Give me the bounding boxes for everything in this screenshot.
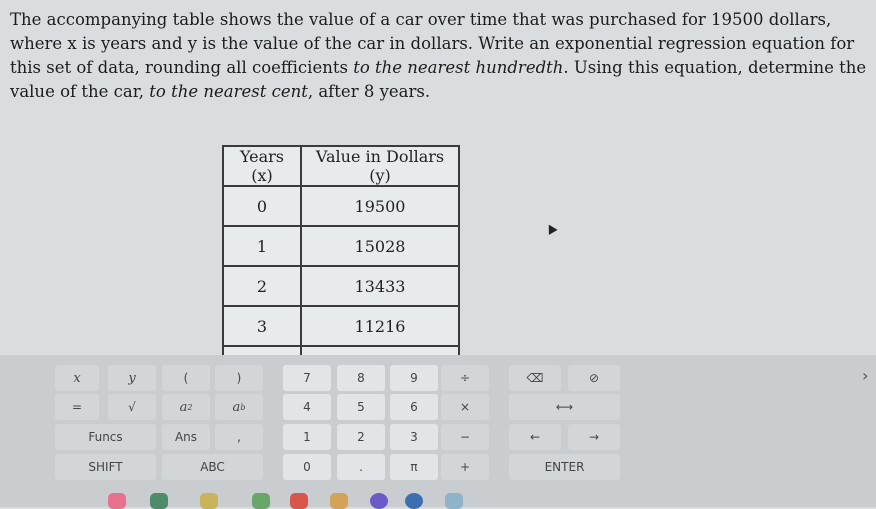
key-minus[interactable]: − xyxy=(441,424,489,450)
key-5[interactable]: 5 xyxy=(337,394,385,420)
question-part: The accompanying table shows the value of a car over time that was purchased for 19500 dollars, where x is years and y is the value of the car in dollars. Write an exponential regression equation for this set of data, rounding all coefficients xyxy=(10,10,855,77)
table-cell: 2 xyxy=(223,266,301,306)
table-cell: 1 xyxy=(223,226,301,266)
key-x[interactable]: x xyxy=(55,365,99,391)
key-y[interactable]: y xyxy=(108,365,156,391)
question-emphasis: to the nearest hundredth xyxy=(353,58,564,77)
table-row xyxy=(223,186,459,226)
clear-icon[interactable]: ⊘ xyxy=(568,365,620,391)
key-ans[interactable]: Ans xyxy=(162,424,210,450)
key-0[interactable]: 0 xyxy=(283,454,331,480)
key-comma[interactable]: , xyxy=(215,424,263,450)
table-header-years: Years (x) xyxy=(223,146,301,186)
key-4[interactable]: 4 xyxy=(283,394,331,420)
table-header-value: Value in Dollars (y) xyxy=(301,146,459,186)
key-equals[interactable]: = xyxy=(55,394,99,420)
key-decimal[interactable]: . xyxy=(337,454,385,480)
key-left-paren[interactable]: ( xyxy=(162,365,210,391)
key-multiply[interactable]: × xyxy=(441,394,489,420)
key-square[interactable] xyxy=(162,394,210,420)
enter-button[interactable]: ENTER xyxy=(509,454,620,480)
table-cell: 3 xyxy=(223,306,301,346)
table-cell: 19500 xyxy=(301,186,459,226)
table-cell: 15028 xyxy=(301,226,459,266)
question-text xyxy=(10,8,870,104)
key-pi[interactable]: π xyxy=(390,454,438,480)
table-row xyxy=(223,306,459,346)
key-power[interactable] xyxy=(215,394,263,420)
table-cell: 0 xyxy=(223,186,301,226)
question-part: . Using this equation, determine the value of the car, xyxy=(10,58,867,101)
key-power-exp: b xyxy=(240,402,246,412)
key-1[interactable]: 1 xyxy=(283,424,331,450)
key-9[interactable]: 9 xyxy=(390,365,438,391)
key-6[interactable]: 6 xyxy=(390,394,438,420)
left-right-arrow-icon[interactable]: ⟷ xyxy=(509,394,620,420)
table-cell: 13433 xyxy=(301,266,459,306)
key-sqrt[interactable]: √ xyxy=(108,394,156,420)
key-7[interactable]: 7 xyxy=(283,365,331,391)
left-arrow-icon[interactable]: ← xyxy=(509,424,561,450)
table-row xyxy=(223,266,459,306)
key-shift[interactable]: SHIFT xyxy=(55,454,156,480)
chevron-right-icon[interactable]: › xyxy=(862,366,869,385)
key-plus[interactable]: + xyxy=(441,454,489,480)
calculator-keypad xyxy=(0,355,876,507)
key-2[interactable]: 2 xyxy=(337,424,385,450)
key-square-base: a xyxy=(179,399,188,415)
question-emphasis: to the nearest cent xyxy=(149,82,308,101)
key-right-paren[interactable]: ) xyxy=(215,365,263,391)
table-cell: 11216 xyxy=(301,306,459,346)
key-8[interactable]: 8 xyxy=(337,365,385,391)
key-funcs[interactable]: Funcs xyxy=(55,424,156,450)
mouse-cursor-icon xyxy=(544,222,557,235)
key-divide[interactable]: ÷ xyxy=(441,365,489,391)
key-abc[interactable]: ABC xyxy=(162,454,263,480)
table-row xyxy=(223,226,459,266)
key-power-base: a xyxy=(232,399,241,415)
key-square-exp: 2 xyxy=(187,402,193,412)
taskbar xyxy=(0,490,876,507)
question-part: , after 8 years. xyxy=(307,82,431,101)
right-arrow-icon[interactable]: → xyxy=(568,424,620,450)
key-3[interactable]: 3 xyxy=(390,424,438,450)
backspace-icon[interactable]: ⌫ xyxy=(509,365,561,391)
data-table xyxy=(222,145,460,387)
